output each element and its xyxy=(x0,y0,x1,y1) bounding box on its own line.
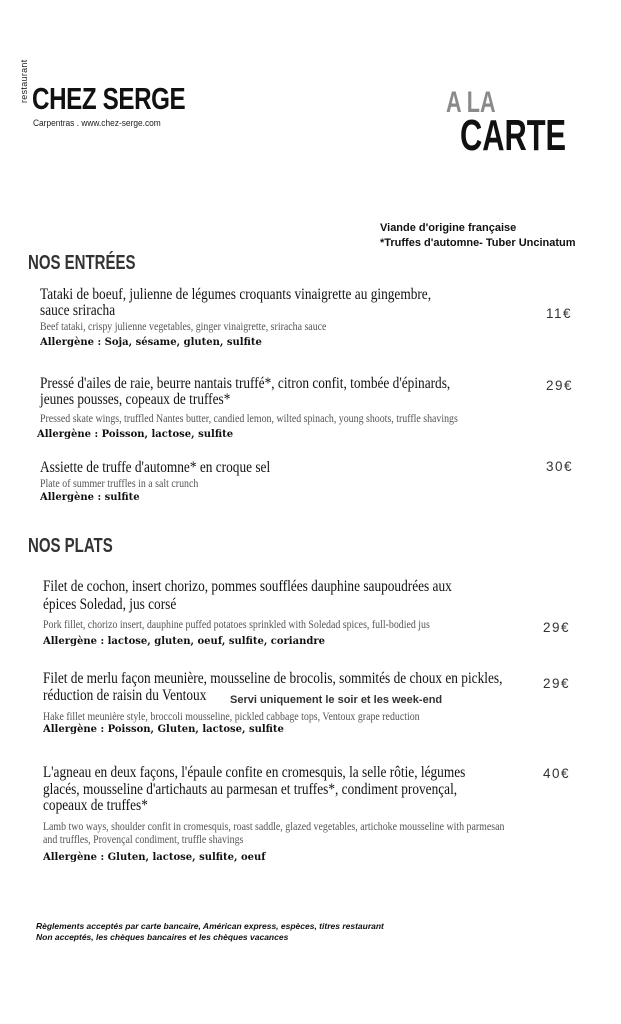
dish-name: sauce sriracha xyxy=(40,302,116,319)
dish-english: Pork fillet, chorizo insert, dauphine puffed potatoes sprinkled with Soledad spices, full-bodied jus xyxy=(43,619,430,631)
dish-name: Assiette de truffe d'automne* en croque sel xyxy=(40,459,271,476)
dish-price: 29€ xyxy=(543,676,571,691)
vertical-restaurant-label: restaurant xyxy=(19,59,29,103)
dish-allergens: Allergène : Poisson, lactose, sulfite xyxy=(37,429,234,440)
dish-english: and truffles, Provençal condiment, truffle shavings xyxy=(43,834,244,846)
note-truffles: *Truffes d'automne- Tuber Uncinatum xyxy=(380,237,576,249)
dish-name: L'agneau en deux façons, l'épaule confite en cromesquis, la selle rôtie, légumes xyxy=(43,764,466,781)
dish-name: jeunes pousses, copeaux de truffes* xyxy=(40,391,231,408)
section-title-plats: NOS PLATS xyxy=(28,535,113,557)
footer-payment-accepted: Règlements acceptés par carte bancaire, Américan express, espèces, titres restaurant xyxy=(36,921,384,931)
footer-payment-refused: Non acceptés, les chèques bancaires et les chèques vacances xyxy=(36,932,289,942)
section-title-entrees: NOS ENTRÉES xyxy=(28,252,136,274)
dish-price: 11€ xyxy=(546,306,573,321)
brand-name: CHEZ SERGE xyxy=(32,81,186,116)
dish-name: Tataki de boeuf, julienne de légumes croquants vinaigrette au gingembre, xyxy=(40,286,432,303)
dish-name: Filet de cochon, insert chorizo, pommes soufflées dauphine saupoudrées aux xyxy=(43,578,452,595)
brand-subtitle: Carpentras . www.chez-serge.com xyxy=(33,118,161,129)
dish-name: glacés, mousseline d'artichauts au parmesan et truffes*, condiment provençal, xyxy=(43,781,458,798)
dish-english: Hake fillet meunière style, broccoli mousseline, pickled cabbage tops, Ventoux grape reduction xyxy=(43,711,420,723)
dish-english: Lamb two ways, shoulder confit in cromesquis, roast saddle, glazed vegetables, artichoke mousseline with parmesan xyxy=(43,821,505,833)
page-title-line1: A LA xyxy=(446,86,496,119)
dish-allergens: Allergène : Poisson, Gluten, lactose, sulfite xyxy=(43,724,284,735)
dish-english: Pressed skate wings, truffled Nantes butter, candied lemon, wilted spinach, young shoots, truffle shavings xyxy=(40,413,458,425)
dish-name: épices Soledad, jus corsé xyxy=(43,596,177,613)
dish-english: Beef tataki, crispy julienne vegetables, ginger vinaigrette, sriracha sauce xyxy=(40,321,327,333)
dish-price: 29€ xyxy=(543,620,571,635)
dish-price: 29€ xyxy=(546,378,574,393)
dish-allergens: Allergène : Soja, sésame, gluten, sulfite xyxy=(40,337,262,348)
dish-price: 40€ xyxy=(543,766,571,781)
note-meat-origin: Viande d'origine française xyxy=(380,222,517,234)
dish-name: réduction de raisin du Ventoux xyxy=(43,687,207,704)
dish-name: Pressé d'ailes de raie, beurre nantais truffé*, citron confit, tombée d'épinards, xyxy=(40,375,451,392)
dish-allergens: Allergène : sulfite xyxy=(40,492,140,503)
page-title-line2: CARTE xyxy=(460,111,567,160)
dish-allergens: Allergène : Gluten, lactose, sulfite, oeuf xyxy=(43,852,266,863)
dish-english: Plate of summer truffles in a salt crunch xyxy=(40,478,199,490)
dish-name: copeaux de truffes* xyxy=(43,797,148,814)
dish-name: Filet de merlu façon meunière, mousseline de brocolis, sommités de choux en pickles, xyxy=(43,670,503,687)
dish-price: 30€ xyxy=(546,459,574,474)
dish-allergens: Allergène : lactose, gluten, oeuf, sulfite, coriandre xyxy=(43,636,325,647)
service-note: Servi uniquement le soir et les week-end xyxy=(230,694,443,706)
